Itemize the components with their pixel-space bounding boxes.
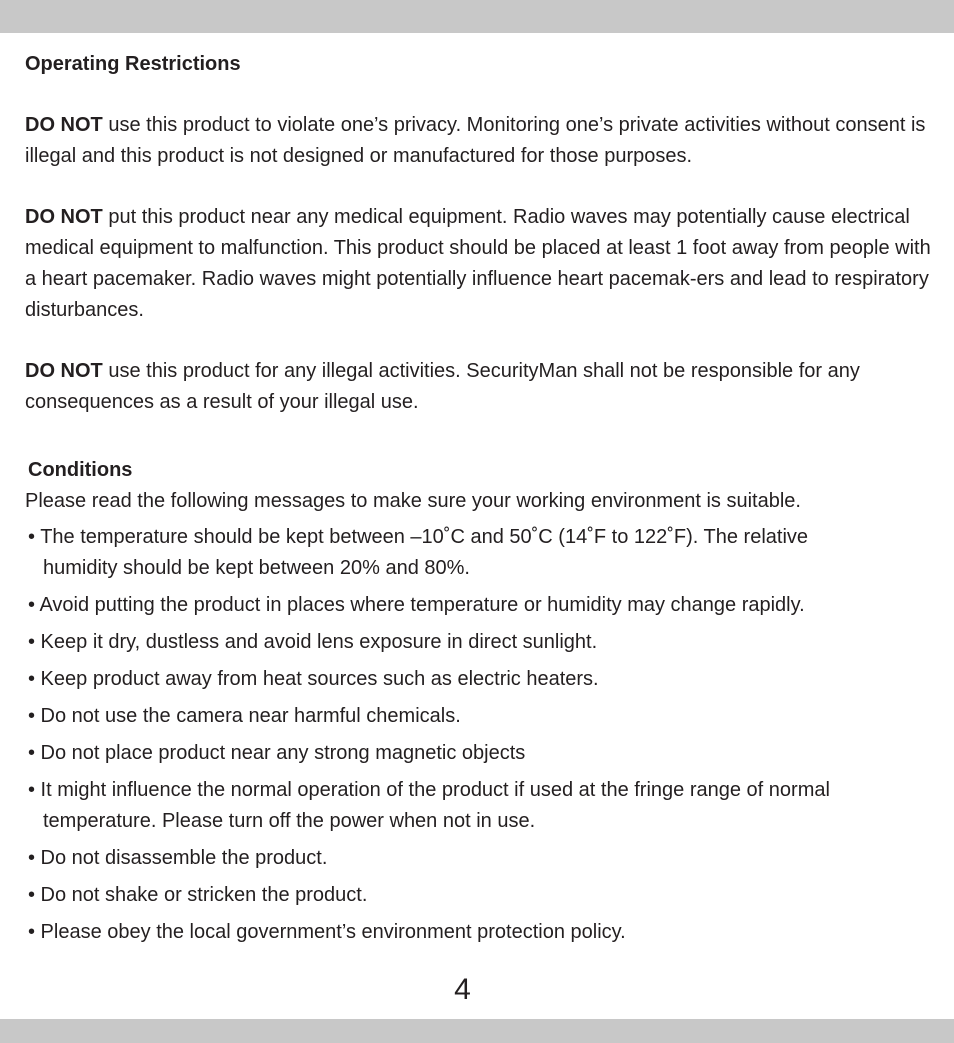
condition-item: [28, 843, 327, 874]
do-not-label: DO NOT: [25, 206, 103, 228]
condition-item: [28, 738, 525, 769]
condition-item: [28, 627, 597, 658]
condition-item: [28, 701, 461, 732]
condition-text-continued: humidity should be kept between 20% and 80%.: [43, 557, 470, 579]
condition-text: • The temperature should be kept between –10˚C and 50˚C (14˚F to 122˚F). The relative: [28, 526, 809, 548]
do-not-label: DO NOT: [25, 360, 103, 382]
bottom-band: [0, 1019, 954, 1043]
page-number: 4: [454, 973, 471, 1006]
conditions-intro: Please read the following messages to make sure your working environment is suitable.: [25, 490, 801, 512]
do-not-label: DO NOT: [25, 114, 103, 136]
condition-text: • Keep it dry, dustless and avoid lens exposure in direct sunlight.: [28, 631, 598, 653]
condition-text: • Do not disassemble the product.: [28, 847, 328, 869]
conditions-heading: Conditions: [28, 459, 133, 481]
condition-item: [28, 880, 367, 911]
condition-item: [28, 522, 808, 584]
condition-text: • Do not place product near any strong magnetic objects: [28, 742, 526, 764]
condition-text: • Avoid putting the product in places where temperature or humidity may change rapidly.: [28, 594, 805, 616]
condition-text: • Please obey the local government’s environment protection policy.: [28, 921, 626, 943]
condition-item: [28, 775, 830, 837]
operating-restrictions-heading: Operating Restrictions: [25, 53, 241, 75]
restriction-text: put this product near any medical equipment. Radio waves may potentially cause electrical medical equipment to malfunction. This product should be placed at least 1 foot away from people with a heart pacemaker. Radio waves might potentially influence heart pacemak-ers and lead to respiratory disturbances.: [25, 206, 931, 321]
condition-text: • Do not shake or stricken the product.: [28, 884, 368, 906]
restriction-text: use this product for any illegal activities. SecurityMan shall not be responsible for any consequences as a result of your illegal use.: [25, 360, 860, 413]
restriction-paragraph: [25, 110, 935, 172]
condition-text-continued: temperature. Please turn off the power when not in use.: [43, 810, 536, 832]
condition-item: [28, 917, 626, 948]
top-band: [0, 0, 954, 33]
condition-text: • It might influence the normal operation of the product if used at the fringe range of normal: [28, 779, 830, 801]
condition-item: [28, 664, 599, 695]
restriction-paragraph: [25, 202, 935, 326]
condition-text: • Do not use the camera near harmful chemicals.: [28, 705, 461, 727]
restriction-text: use this product to violate one’s privacy. Monitoring one’s private activities without consent is illegal and this product is not designed or manufactured for those purposes.: [25, 114, 926, 167]
condition-item: [28, 590, 805, 621]
condition-text: • Keep product away from heat sources such as electric heaters.: [28, 668, 599, 690]
restriction-paragraph: [25, 356, 935, 418]
